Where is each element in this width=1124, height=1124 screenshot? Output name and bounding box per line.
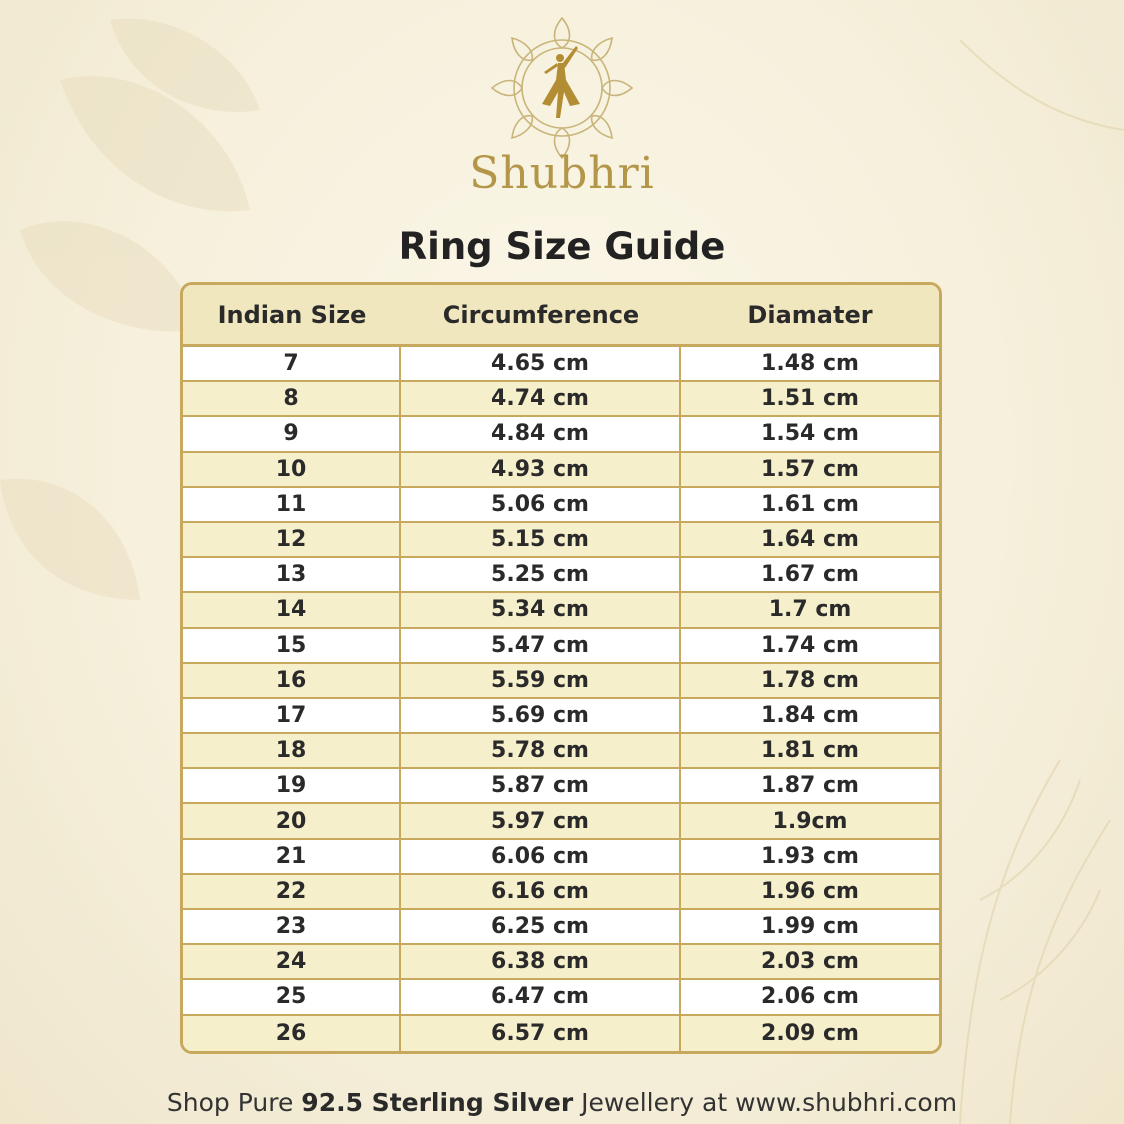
cell-indian-size: 15	[183, 629, 401, 662]
cell-diameter: 1.48 cm	[761, 351, 859, 377]
cell-diameter: 1.96 cm	[761, 878, 859, 904]
cell-indian-size: 7	[183, 347, 401, 380]
footer-text	[0, 1088, 1124, 1117]
cell-indian-size: 10	[183, 453, 401, 486]
table-row	[183, 804, 939, 839]
cell-circumference: 6.06 cm	[401, 840, 681, 873]
cell-circumference: 5.06 cm	[401, 488, 681, 521]
cell-indian-size: 25	[183, 980, 401, 1013]
table-row	[183, 980, 939, 1015]
cell-circumference: 4.93 cm	[401, 453, 681, 486]
cell-indian-size: 17	[183, 699, 401, 732]
cell-circumference: 5.97 cm	[401, 804, 681, 837]
cell-indian-size: 8	[183, 382, 401, 415]
table-row	[183, 629, 939, 664]
table-row	[183, 1016, 939, 1051]
cell-diameter: 1.67 cm	[761, 562, 859, 588]
table-row	[183, 769, 939, 804]
header-circumference: Circumference	[442, 300, 640, 329]
cell-diameter: 1.84 cm	[761, 702, 859, 728]
cell-diameter: 1.9cm	[772, 808, 848, 834]
cell-indian-size: 13	[183, 558, 401, 591]
cell-indian-size: 14	[183, 593, 401, 626]
table-row	[183, 664, 939, 699]
cell-circumference: 4.84 cm	[401, 417, 681, 450]
cell-indian-size: 16	[183, 664, 401, 697]
cell-circumference: 4.65 cm	[401, 347, 681, 380]
cell-circumference: 6.57 cm	[401, 1016, 681, 1051]
cell-circumference: 5.69 cm	[401, 699, 681, 732]
table-row	[183, 453, 939, 488]
table-header	[183, 285, 939, 347]
table-row	[183, 593, 939, 628]
cell-indian-size: 12	[183, 523, 401, 556]
page-title: Ring Size Guide	[398, 225, 726, 268]
cell-circumference: 5.78 cm	[401, 734, 681, 767]
cell-diameter: 2.06 cm	[761, 984, 859, 1010]
cell-diameter: 1.57 cm	[761, 456, 859, 482]
cell-diameter: 1.93 cm	[761, 843, 859, 869]
cell-indian-size: 21	[183, 840, 401, 873]
footer-suffix: Jewellery at www.shubhri.com	[573, 1088, 958, 1117]
table-row	[183, 945, 939, 980]
cell-circumference: 4.74 cm	[401, 382, 681, 415]
table-row	[183, 558, 939, 593]
cell-diameter: 1.74 cm	[761, 632, 859, 658]
cell-circumference: 6.25 cm	[401, 910, 681, 943]
cell-diameter: 2.03 cm	[761, 949, 859, 975]
cell-circumference: 5.59 cm	[401, 664, 681, 697]
cell-diameter: 1.61 cm	[761, 491, 859, 517]
brand-name: Shubhri	[469, 148, 655, 199]
table-body	[183, 347, 939, 1051]
cell-indian-size: 9	[183, 417, 401, 450]
footer-highlight: 92.5 Sterling Silver	[301, 1088, 574, 1117]
cell-diameter: 2.09 cm	[761, 1020, 859, 1046]
cell-circumference: 5.87 cm	[401, 769, 681, 802]
cell-diameter: 1.81 cm	[761, 738, 859, 764]
size-table	[180, 282, 942, 1054]
cell-diameter: 1.7 cm	[768, 597, 852, 623]
cell-indian-size: 23	[183, 910, 401, 943]
table-row	[183, 417, 939, 452]
cell-indian-size: 18	[183, 734, 401, 767]
cell-indian-size: 24	[183, 945, 401, 978]
table-row	[183, 488, 939, 523]
table-row	[183, 910, 939, 945]
cell-circumference: 5.25 cm	[401, 558, 681, 591]
table-row	[183, 523, 939, 558]
cell-diameter: 1.51 cm	[761, 386, 859, 412]
header-diameter: Diamater	[747, 300, 873, 329]
footer-prefix: Shop Pure	[166, 1088, 302, 1117]
cell-diameter: 1.54 cm	[761, 421, 859, 447]
cell-indian-size: 26	[183, 1016, 401, 1051]
header-indian-size: Indian Size	[217, 300, 367, 329]
table-row	[183, 734, 939, 769]
cell-indian-size: 11	[183, 488, 401, 521]
mandala-dancer-icon	[480, 8, 644, 168]
cell-circumference: 5.47 cm	[401, 629, 681, 662]
cell-indian-size: 22	[183, 875, 401, 908]
cell-circumference: 5.34 cm	[401, 593, 681, 626]
cell-diameter: 1.78 cm	[761, 667, 859, 693]
cell-circumference: 6.16 cm	[401, 875, 681, 908]
cell-diameter: 1.87 cm	[761, 773, 859, 799]
table-row	[183, 347, 939, 382]
cell-circumference: 5.15 cm	[401, 523, 681, 556]
cell-circumference: 6.47 cm	[401, 980, 681, 1013]
cell-diameter: 1.99 cm	[761, 914, 859, 940]
table-row	[183, 875, 939, 910]
table-row	[183, 699, 939, 734]
cell-diameter: 1.64 cm	[761, 527, 859, 553]
table-row	[183, 840, 939, 875]
table-row	[183, 382, 939, 417]
cell-circumference: 6.38 cm	[401, 945, 681, 978]
cell-indian-size: 20	[183, 804, 401, 837]
cell-indian-size: 19	[183, 769, 401, 802]
